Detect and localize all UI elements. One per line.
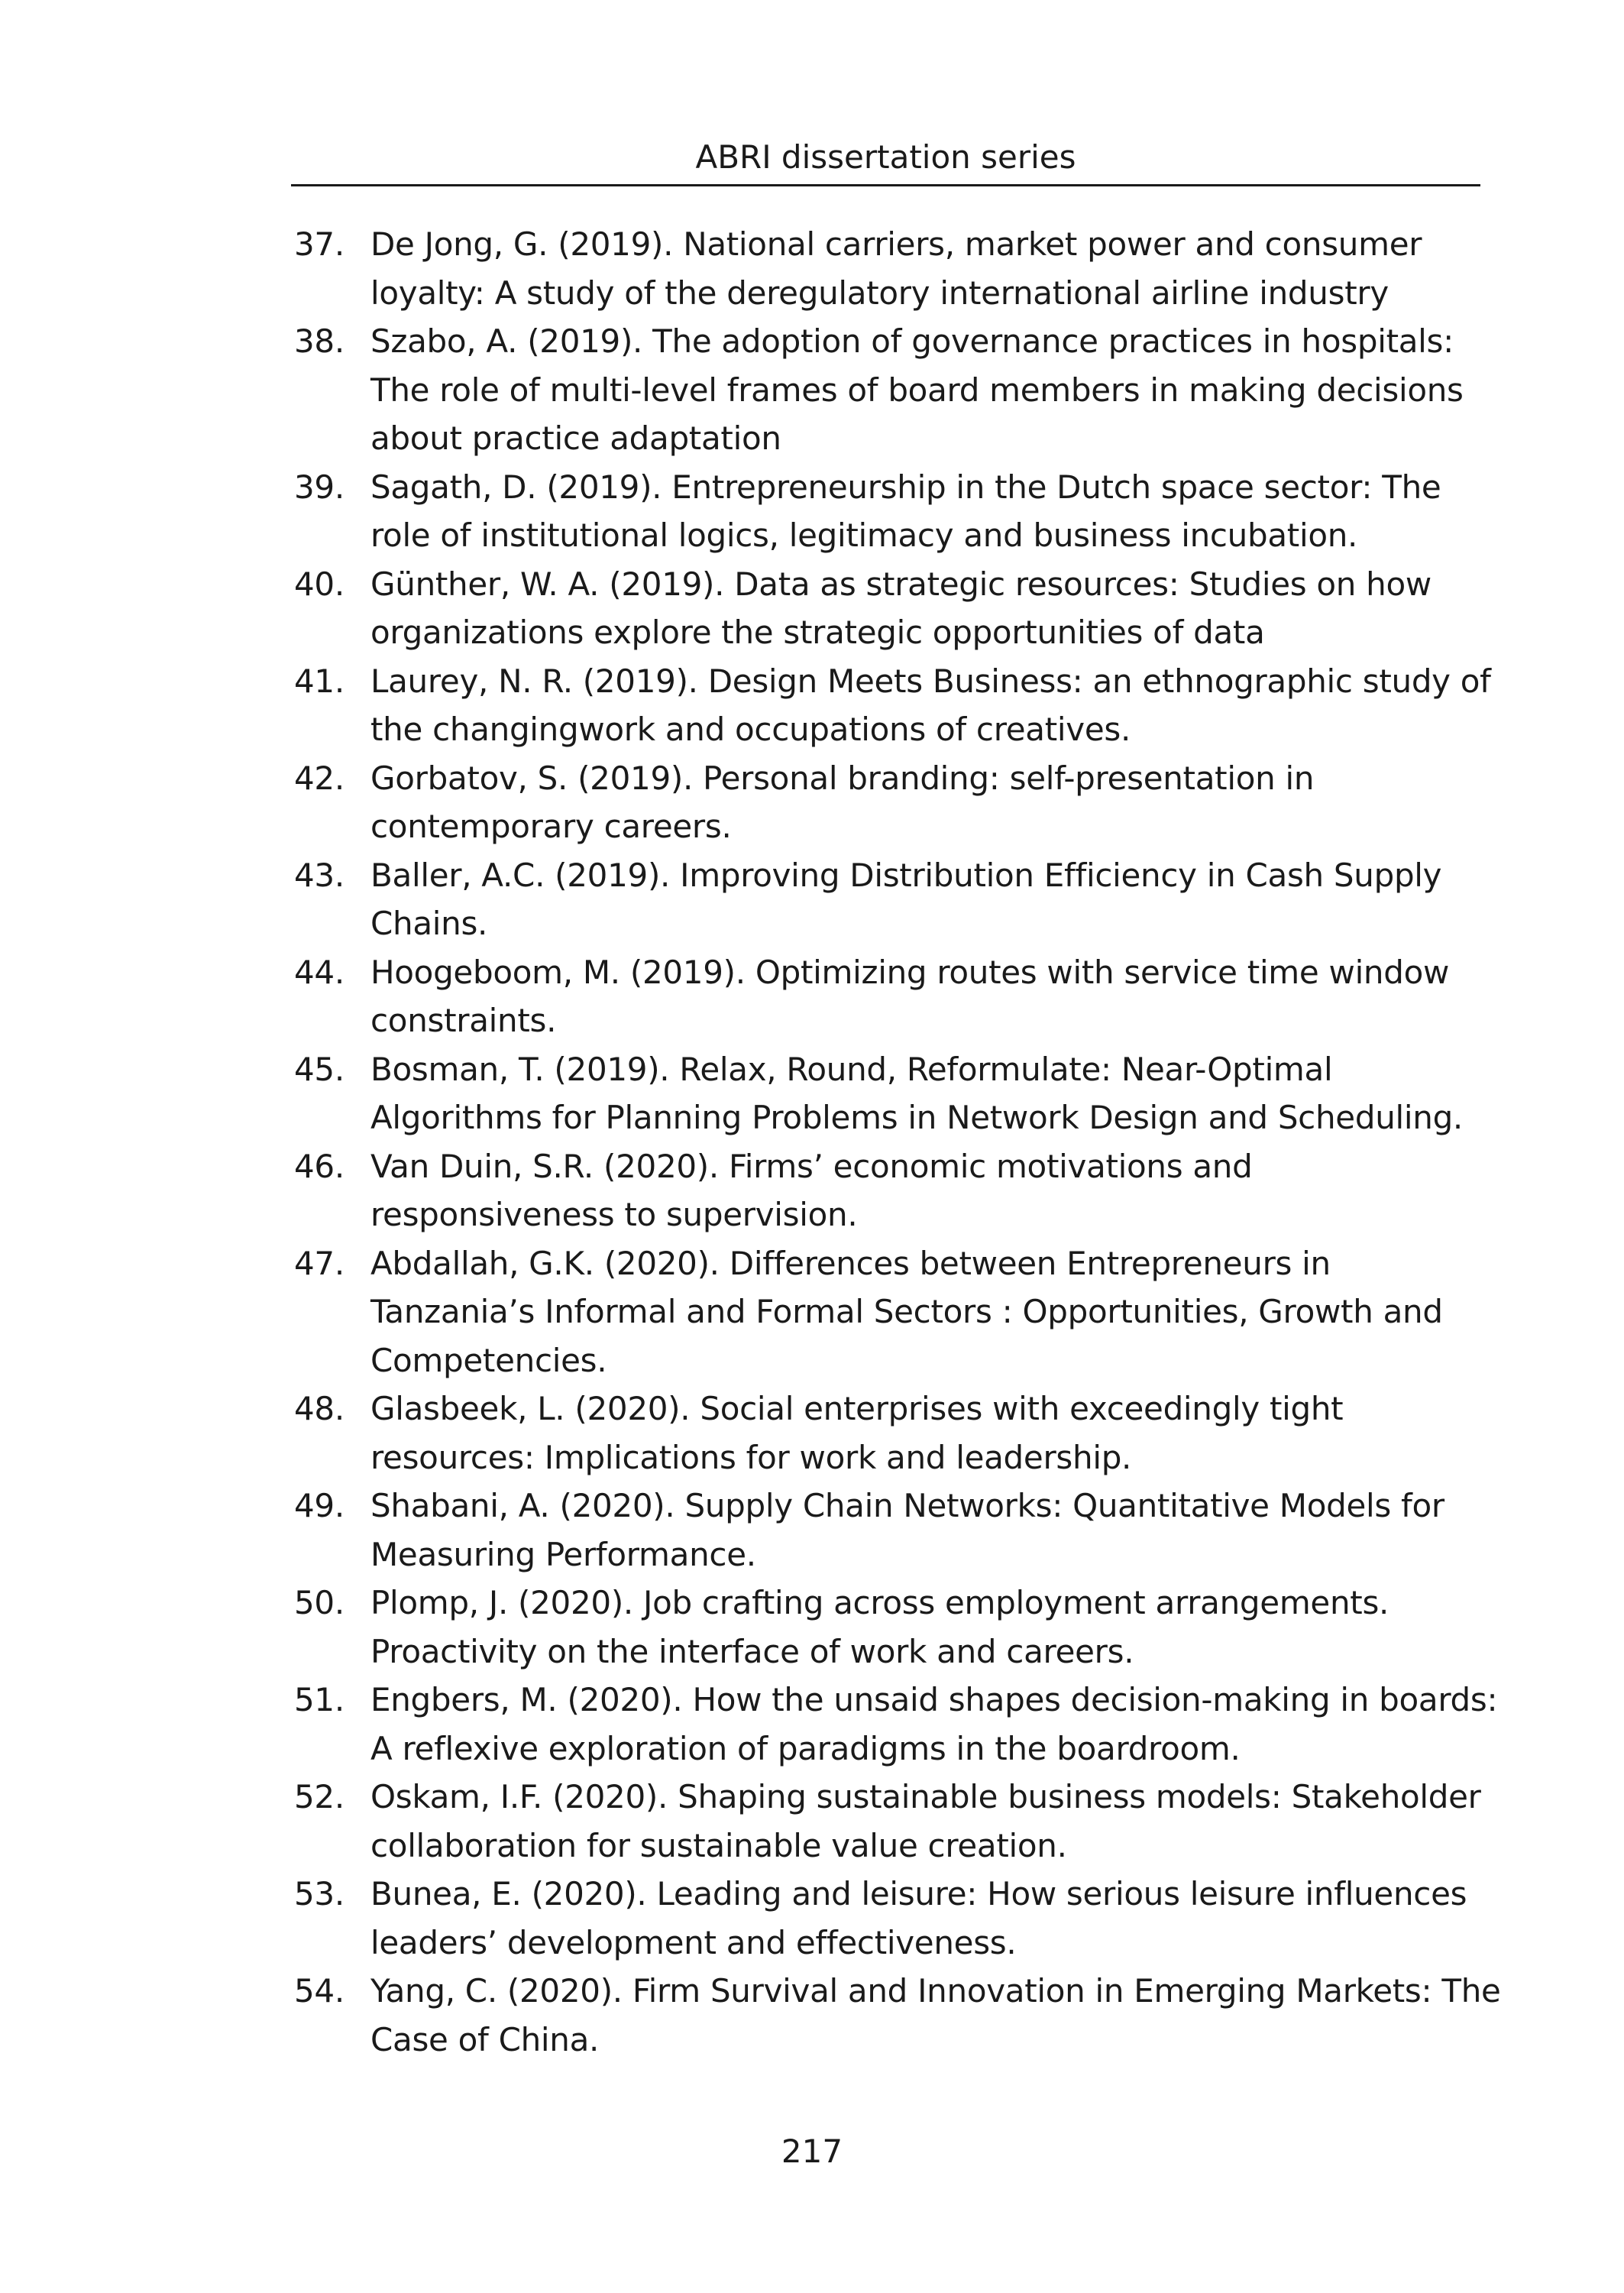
item-number: 44. (294, 953, 345, 991)
page-number: 217 (781, 2133, 843, 2170)
item-number: 38. (294, 322, 345, 360)
item-text: Yang, C. (2020). Firm Survival and Innovation in Emerging Markets: The Case of China. (370, 1972, 1501, 2058)
item-number: 39. (294, 468, 345, 506)
item-number: 45. (294, 1050, 345, 1088)
item-text: Szabo, A. (2019). The adoption of governance practices in hospitals: The role of multi-level frames of board members in making decisions about practice adaptation (370, 322, 1464, 457)
item-number: 54. (294, 1972, 345, 2010)
item-text: De Jong, G. (2019). National carriers, market power and consumer loyalty: A study of the deregulatory international airline industry (370, 225, 1422, 312)
list-item (294, 463, 1501, 560)
item-text: Günther, W. A. (2019). Data as strategic resources: Studies on how organizations explore the strategic opportunities of data (370, 565, 1432, 651)
item-number: 51. (294, 1681, 345, 1718)
item-text: Abdallah, G.K. (2020). Differences between Entrepreneurs in Tanzania’s Informal and Formal Sectors : Opportunities, Growth and Competencies. (370, 1244, 1443, 1379)
dissertation-list (294, 220, 1501, 2064)
list-item (294, 1773, 1501, 1870)
item-number: 43. (294, 856, 345, 894)
item-number: 52. (294, 1778, 345, 1815)
list-item (294, 851, 1501, 948)
list-item (294, 1385, 1501, 1482)
list-item (294, 317, 1501, 463)
list-item (294, 1870, 1501, 1967)
item-number: 41. (294, 662, 345, 700)
list-item (294, 1482, 1501, 1579)
item-number: 53. (294, 1875, 345, 1912)
list-item (294, 220, 1501, 317)
list-item (294, 754, 1501, 851)
list-item (294, 560, 1501, 657)
item-text: Bosman, T. (2019). Relax, Round, Reformulate: Near-Optimal Algorithms for Planning Problems in Network Design and Scheduling. (370, 1050, 1463, 1136)
item-text: Hoogeboom, M. (2019). Optimizing routes with service time window constraints. (370, 953, 1450, 1039)
item-text: Van Duin, S.R. (2020). Firms’ economic motivations and responsiveness to supervision. (370, 1147, 1253, 1233)
list-item (294, 1045, 1501, 1142)
list-item (294, 1676, 1501, 1773)
item-number: 47. (294, 1244, 345, 1282)
list-item (294, 948, 1501, 1045)
header-title: ABRI dissertation series (695, 138, 1076, 176)
list-item (294, 1579, 1501, 1676)
item-number: 40. (294, 565, 345, 603)
list-item (294, 1239, 1501, 1385)
item-text: Oskam, I.F. (2020). Shaping sustainable business models: Stakeholder collaboration for sustainable value creation. (370, 1778, 1481, 1864)
item-text: Gorbatov, S. (2019). Personal branding: self-presentation in contemporary careers. (370, 759, 1315, 845)
item-number: 46. (294, 1147, 345, 1185)
list-item (294, 1142, 1501, 1239)
list-item (294, 657, 1501, 754)
list-item (294, 1967, 1501, 2064)
item-text: Bunea, E. (2020). Leading and leisure: How serious leisure influences leaders’ development and effectiveness. (370, 1875, 1467, 1961)
item-text: Glasbeek, L. (2020). Social enterprises with exceedingly tight resources: Implications for work and leadership. (370, 1390, 1344, 1476)
item-text: Engbers, M. (2020). How the unsaid shapes decision-making in boards: A reflexive exploration of paradigms in the boardroom. (370, 1681, 1498, 1767)
item-text: Laurey, N. R. (2019). Design Meets Business: an ethnographic study of the changingwork and occupations of creatives. (370, 662, 1491, 748)
item-number: 48. (294, 1390, 345, 1427)
item-text: Sagath, D. (2019). Entrepreneurship in the Dutch space sector: The role of institutional logics, legitimacy and business incubation. (370, 468, 1441, 554)
item-text: Baller, A.C. (2019). Improving Distribution Efficiency in Cash Supply Chains. (370, 856, 1442, 942)
item-number: 37. (294, 225, 345, 263)
item-text: Shabani, A. (2020). Supply Chain Networks: Quantitative Models for Measuring Performance. (370, 1487, 1444, 1573)
item-number: 42. (294, 759, 345, 797)
running-header (291, 136, 1480, 186)
item-number: 49. (294, 1487, 345, 1524)
item-text: Plomp, J. (2020). Job crafting across employment arrangements. Proactivity on the interface of work and careers. (370, 1584, 1389, 1670)
item-number: 50. (294, 1584, 345, 1621)
